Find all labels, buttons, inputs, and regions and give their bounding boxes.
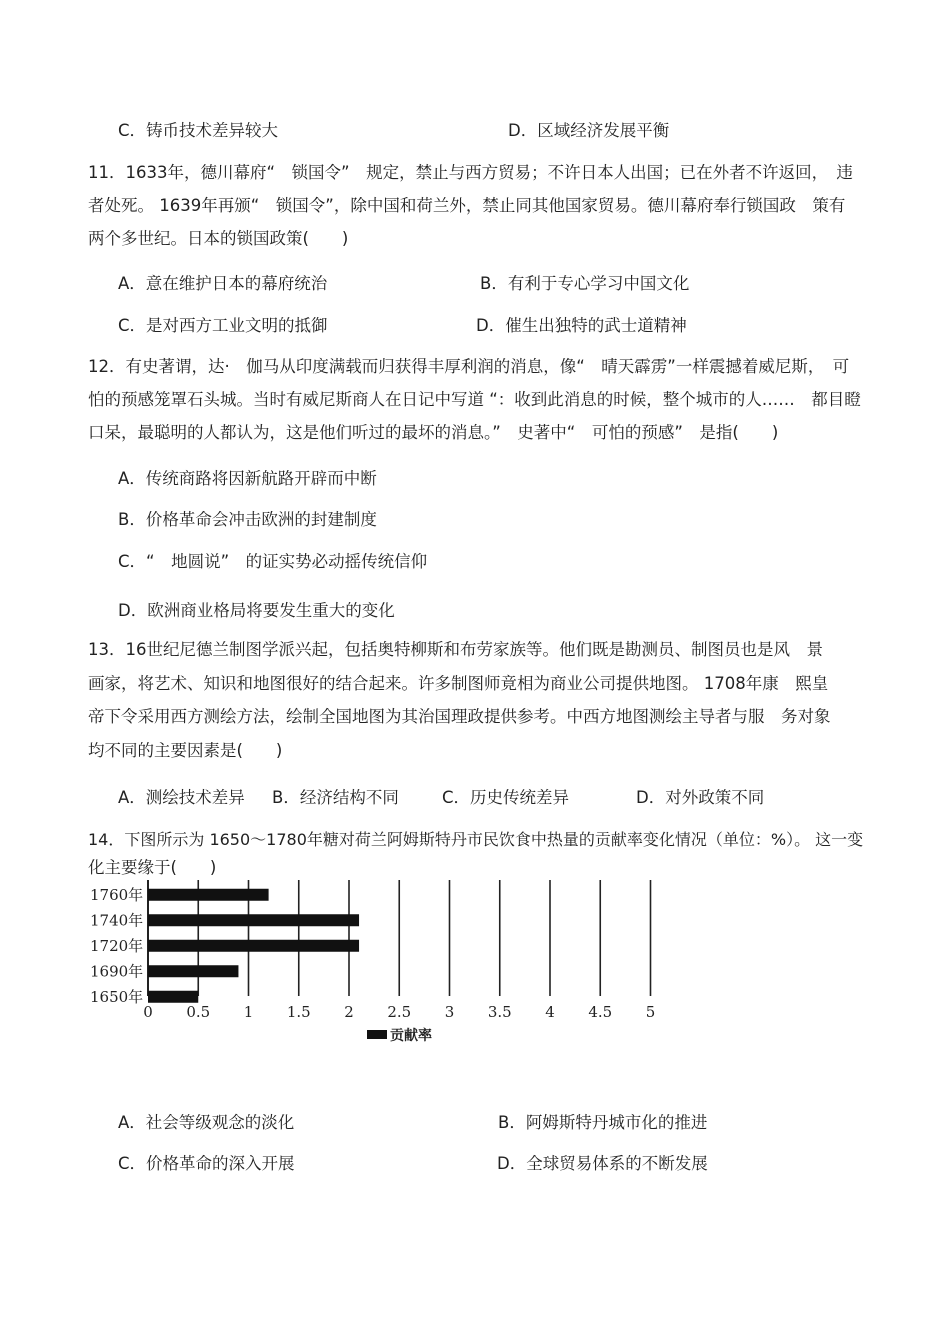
category-label: 1760年 [90, 885, 144, 904]
chart-category-labels [90, 886, 143, 1006]
q12-option-d: D．欧洲商业格局将要发生重大的变化 [118, 601, 395, 620]
q11-stem-line-2: 者处死。 1639年再颁“ 锁国令”，除中国和荷兰外，禁止同其他国家贸易。德川幕府奉行锁国政 策有 [88, 196, 846, 215]
q13-option-d: D．对外政策不同 [636, 788, 765, 807]
bar [148, 965, 238, 977]
q13-option-a: A．测绘技术差异 [118, 788, 245, 807]
q12-option-b: B．价格革命会冲击欧洲的封建制度 [118, 510, 377, 529]
bar [148, 991, 198, 1003]
x-tick-label: 2 [344, 1003, 354, 1021]
q13-stem-line-3: 帝下令采用西方测绘方法，绘制全国地图为其治国理政提供参考。中西方地图测绘主导者与服 务对象 [88, 707, 831, 726]
q13-option-c: C．历史传统差异 [442, 788, 570, 807]
x-tick-label: 1.5 [286, 1003, 311, 1021]
x-tick-label: 4.5 [588, 1003, 613, 1021]
category-label: 1740年 [90, 911, 144, 930]
x-tick-label: 1 [243, 1003, 254, 1021]
x-tick-label: 0.5 [186, 1003, 211, 1021]
q11-option-d: D．催生出独特的武士道精神 [476, 316, 687, 335]
q11-option-b: B．有利于专心学习中国文化 [480, 274, 690, 293]
q13-stem-line-4: 均不同的主要因素是( ) [88, 741, 283, 760]
q11-option-a: A．意在维护日本的幕府统治 [118, 274, 328, 293]
chart-legend [367, 1027, 432, 1044]
q13-stem-line-1: 13．16世纪尼德兰制图学派兴起，包括奥特柳斯和布劳家族等。他们既是勘测员、制图员也是风 景 [88, 640, 823, 659]
q12-stem-line-2: 怕的预感笼罩石头城。当时有威尼斯商人在日记中写道 “：收到此消息的时候，整个城市的人…… 都目瞪 [88, 390, 861, 409]
q10-option-d: D．区域经济发展平衡 [508, 121, 670, 140]
q13-option-b: B．经济结构不同 [272, 788, 399, 807]
q14-option-c: C．价格革命的深入开展 [118, 1154, 295, 1173]
q12-stem-line-3: 口呆，最聪明的人都认为，这是他们听过的最坏的消息。” 史著中“ 可怕的预感” 是指( ) [88, 423, 779, 442]
q12-stem-line-1: 12．有史著谓，达· 伽马从印度满载而归获得丰厚利润的消息，像“ 晴天霹雳”一样震撼着威尼斯， 可 [88, 357, 850, 376]
x-tick-label: 5 [645, 1003, 656, 1021]
bar [148, 889, 269, 901]
x-tick-label: 0 [143, 1003, 153, 1021]
q12-option-a: A．传统商路将因新航路开辟而中断 [118, 469, 377, 488]
sugar-contribution-bar-chart [80, 880, 680, 1050]
q14-stem-line-1: 14．下图所示为 1650～1780年糖对荷兰阿姆斯特丹市民饮食中热量的贡献率变化情况（单位：%）。 这一变 [88, 830, 864, 849]
chart-bars [148, 889, 359, 1003]
x-tick-label: 2.5 [387, 1003, 412, 1021]
q14-option-a: A．社会等级观念的淡化 [118, 1113, 295, 1132]
q11-stem-line-3: 两个多世纪。日本的锁国政策( ) [88, 229, 349, 248]
chart-tick-labels [143, 1003, 655, 1021]
category-label: 1650年 [90, 987, 144, 1006]
q14-option-d: D．全球贸易体系的不断发展 [497, 1154, 708, 1173]
bar [148, 940, 359, 952]
category-label: 1720年 [90, 936, 144, 955]
q11-option-c: C．是对西方工业文明的抵御 [118, 316, 328, 335]
q12-option-c: C．“ 地圆说” 的证实势必动摇传统信仰 [118, 552, 428, 571]
q14-stem-line-2: 化主要缘于( ) [88, 858, 217, 877]
x-tick-label: 3.5 [487, 1003, 512, 1021]
bar [148, 914, 359, 926]
category-label: 1690年 [90, 962, 144, 981]
x-tick-label: 3 [444, 1003, 455, 1021]
q11-stem-line-1: 11．1633年，德川幕府“ 锁国令” 规定，禁止与西方贸易；不许日本人出国；已在外者不许返回， 违 [88, 163, 853, 182]
legend-label: 贡献率 [390, 1028, 432, 1044]
q14-option-b: B．阿姆斯特丹城市化的推进 [498, 1113, 708, 1132]
q10-option-c: C．铸币技术差异较大 [118, 121, 279, 140]
q13-stem-line-2: 画家，将艺术、知识和地图很好的结合起来。许多制图师竟相为商业公司提供地图。 1708年康 熙皇 [88, 674, 829, 693]
legend-swatch [367, 1030, 387, 1039]
x-tick-label: 4 [545, 1003, 555, 1021]
